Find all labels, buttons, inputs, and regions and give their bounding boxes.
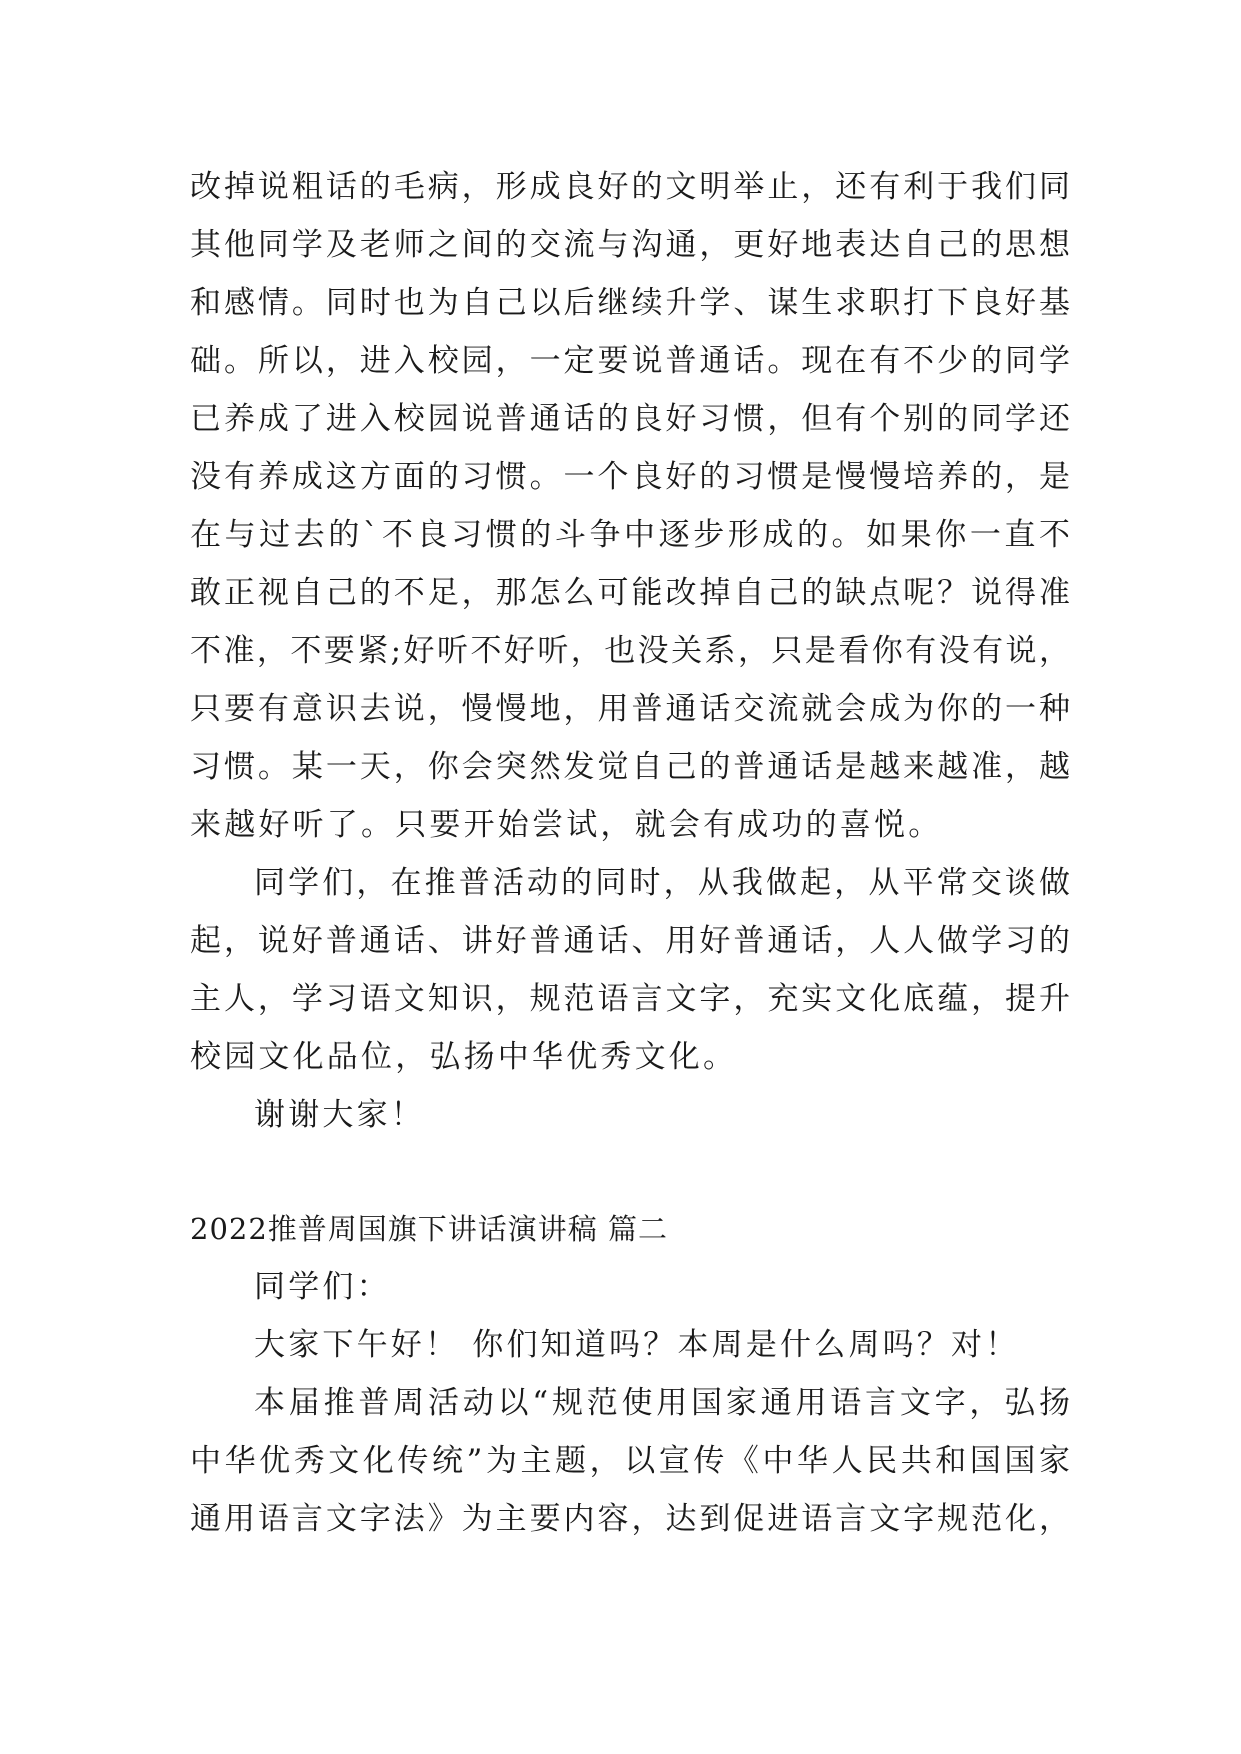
text-line: 和感情。同时也为自己以后继续升学、谋生求职打下良好基	[190, 285, 1070, 321]
section-gap	[190, 1144, 1070, 1200]
closing-line: 谢谢大家！	[254, 1097, 425, 1133]
text-line: 通用语言文字法》为主要内容，达到促进语言文字规范化，	[190, 1501, 1070, 1537]
document-page	[190, 158, 1070, 1548]
paragraph-2	[190, 854, 1070, 1086]
text-line: 敢正视自己的不足，那怎么可能改掉自己的缺点呢？说得准	[190, 575, 1070, 611]
text-line: 其他同学及老师之间的交流与沟通，更好地表达自己的思想	[190, 227, 1070, 263]
text-line: 习惯。某一天，你会突然发觉自己的普通话是越来越准，越	[190, 749, 1070, 785]
text-line: 起，说好普通话、讲好普通话、用好普通话，人人做学习的	[190, 923, 1070, 959]
opening-line: 大家下午好！ 你们知道吗？本周是什么周吗？对！	[254, 1327, 1020, 1363]
text-line: 来越好听了。只要开始尝试，就会有成功的喜悦。	[190, 807, 943, 843]
text-line: 校园文化品位，弘扬中华优秀文化。	[190, 1039, 738, 1075]
greeting-line: 同学们：	[254, 1269, 391, 1305]
text-line: 本届推普周活动以“规范使用国家通用语言文字，弘扬	[254, 1385, 1070, 1421]
text-line: 没有养成这方面的习惯。一个良好的习惯是慢慢培养的，是	[190, 459, 1070, 495]
text-line: 中华优秀文化传统”为主题，以宣传《中华人民共和国国家	[190, 1443, 1070, 1479]
text-line: 同学们，在推普活动的同时，从我做起，从平常交谈做	[254, 865, 1070, 901]
text-line: 主人，学习语文知识，规范语言文字，充实文化底蕴，提升	[190, 981, 1070, 1017]
text-line: 在与过去的`不良习惯的斗争中逐步形成的。如果你一直不	[190, 517, 1070, 553]
paragraph-1	[190, 158, 1070, 854]
text-line: 只要有意识去说，慢慢地，用普通话交流就会成为你的一种	[190, 691, 1070, 727]
text-line: 已养成了进入校园说普通话的良好习惯，但有个别的同学还	[190, 401, 1070, 437]
paragraph-3	[190, 1374, 1070, 1548]
section-heading: 2022推普周国旗下讲话演讲稿 篇二	[190, 1212, 669, 1246]
text-line: 不准，不要紧;好听不好听，也没关系，只是看你有没有说，	[190, 633, 1070, 669]
text-line: 改掉说粗话的毛病，形成良好的文明举止，还有利于我们同	[190, 169, 1070, 205]
text-line: 础。所以，进入校园，一定要说普通话。现在有不少的同学	[190, 343, 1070, 379]
